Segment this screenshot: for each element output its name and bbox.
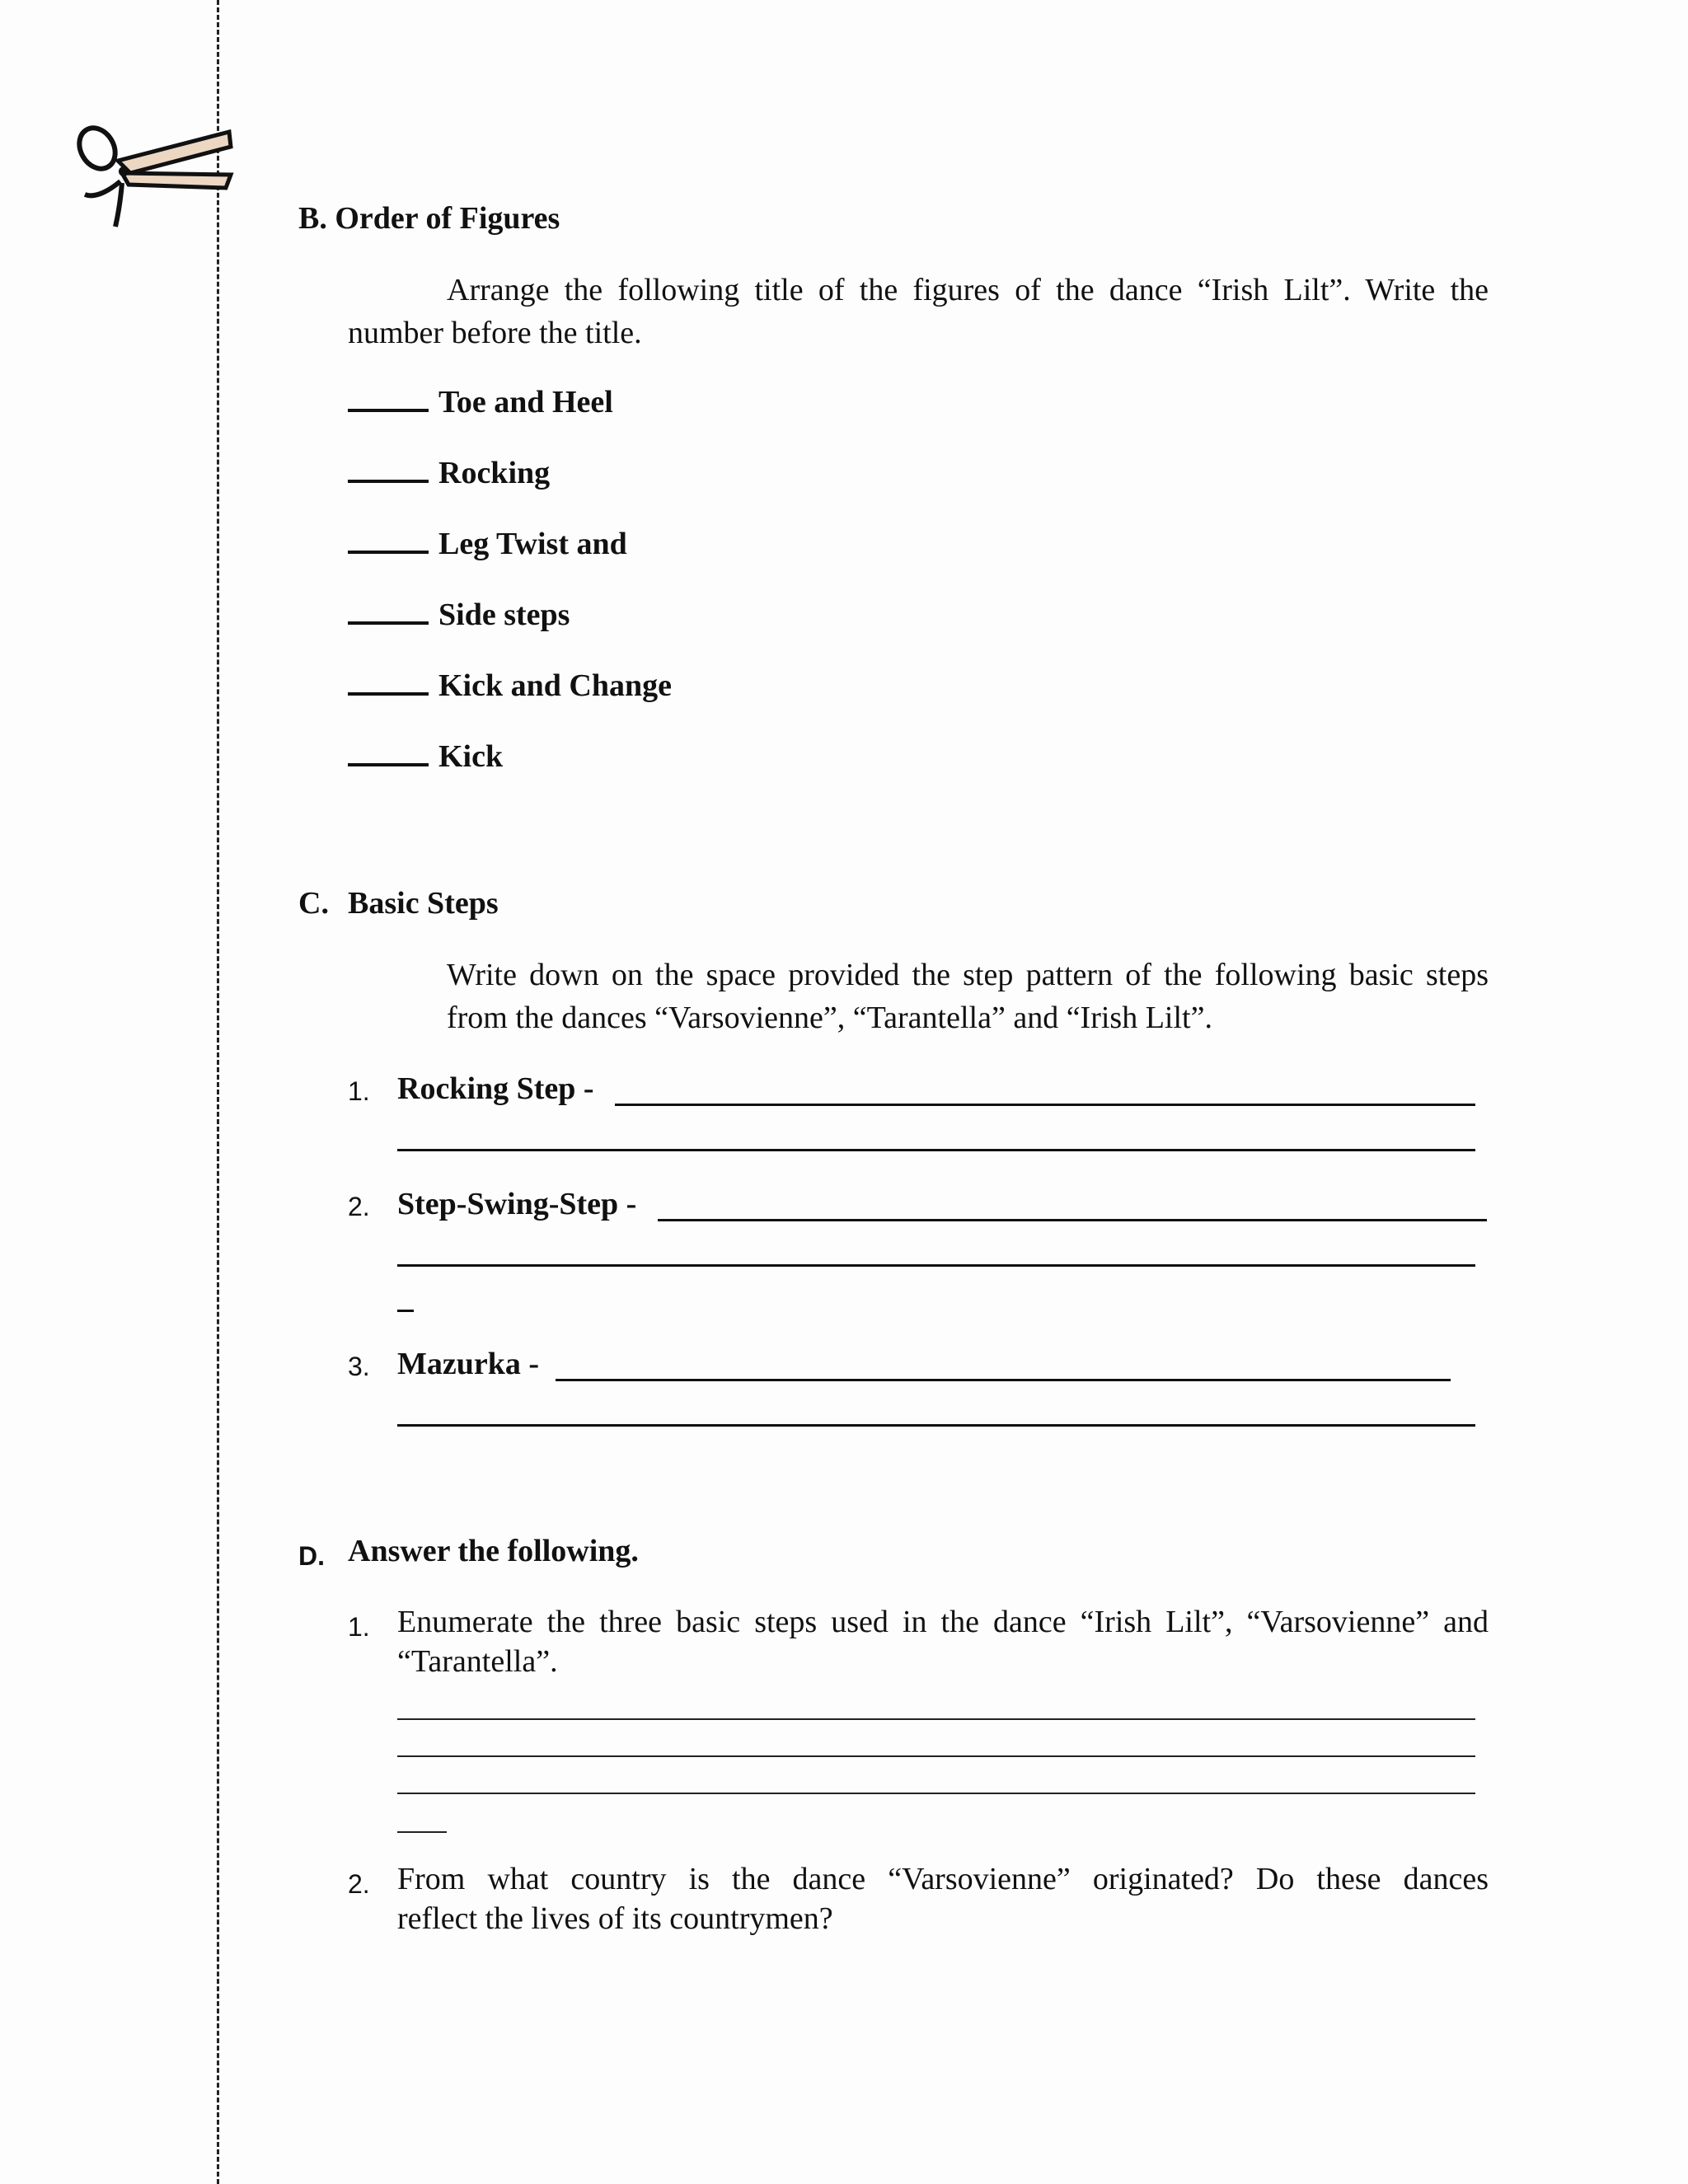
section-c-letter: C. (298, 886, 329, 921)
answer-blank[interactable] (348, 384, 429, 412)
question-line: reflect the lives of its countrymen? (397, 1901, 833, 1936)
figure-item (348, 597, 672, 668)
section-b-instructions-line2: number before the title. (348, 316, 642, 350)
answer-blank[interactable] (348, 738, 429, 766)
figure-title: Leg Twist and (438, 527, 627, 561)
section-b-instructions-line1: Arrange the following title of the figures of the dance “Irish Lilt”. Write the (447, 273, 1489, 307)
section-c-instructions-line2: from the dances “Varsovienne”, “Tarantella” and “Irish Lilt”. (447, 1001, 1212, 1035)
figure-item (348, 526, 672, 597)
figure-item (348, 668, 672, 738)
section-c-instructions-line1: Write down on the space provided the step pattern of the following basic steps (447, 958, 1489, 992)
figure-item (348, 455, 672, 526)
step-number: 1. (348, 1076, 370, 1106)
answer-line[interactable] (397, 1424, 1475, 1427)
figure-title: Kick (438, 739, 504, 774)
question-number: 1. (348, 1612, 370, 1642)
answer-blank[interactable] (348, 668, 429, 696)
section-b-heading: B. Order of Figures (298, 201, 560, 236)
answer-line[interactable] (397, 1755, 1475, 1757)
section-b-instructions (348, 269, 1489, 354)
answer-line[interactable] (397, 1793, 1475, 1794)
step-number: 3. (348, 1352, 370, 1381)
step-label: Mazurka - (397, 1347, 540, 1381)
answer-line[interactable] (397, 1718, 1475, 1720)
answer-blank[interactable] (348, 597, 429, 625)
section-c-heading: Basic Steps (348, 886, 499, 921)
question-text (397, 1859, 1489, 1938)
answer-line[interactable] (658, 1219, 1487, 1221)
section-d-heading: Answer the following. (348, 1534, 639, 1568)
question-line: From what country is the dance “Varsovienne” originated? Do these dances (397, 1862, 1489, 1896)
step-number: 2. (348, 1192, 370, 1221)
figure-item (348, 384, 672, 455)
answer-blank[interactable] (348, 526, 429, 554)
figure-title: Toe and Heel (438, 385, 613, 419)
step-label: Rocking Step - (397, 1071, 594, 1106)
answer-line[interactable] (556, 1379, 1451, 1381)
question-number: 2. (348, 1869, 370, 1899)
answer-line (397, 1831, 447, 1833)
answer-blank[interactable] (348, 455, 429, 483)
scissors-icon (73, 115, 237, 239)
figures-list (348, 384, 672, 809)
figure-title: Side steps (438, 598, 570, 632)
figure-title: Kick and Change (438, 668, 672, 703)
cut-line (217, 0, 219, 2184)
answer-line[interactable] (615, 1104, 1475, 1106)
question-line: Enumerate the three basic steps used in the dance “Irish Lilt”, “Varsovienne” and (397, 1605, 1489, 1639)
question-line: “Tarantella”. (397, 1644, 558, 1679)
answer-line (397, 1310, 414, 1312)
question-text (397, 1602, 1489, 1681)
answer-line[interactable] (397, 1149, 1475, 1151)
figure-item (348, 738, 672, 809)
answer-line[interactable] (397, 1264, 1475, 1267)
step-label: Step-Swing-Step - (397, 1187, 637, 1221)
section-d-letter: D. (298, 1541, 325, 1571)
figure-title: Rocking (438, 456, 551, 490)
section-c-instructions (447, 954, 1489, 1039)
